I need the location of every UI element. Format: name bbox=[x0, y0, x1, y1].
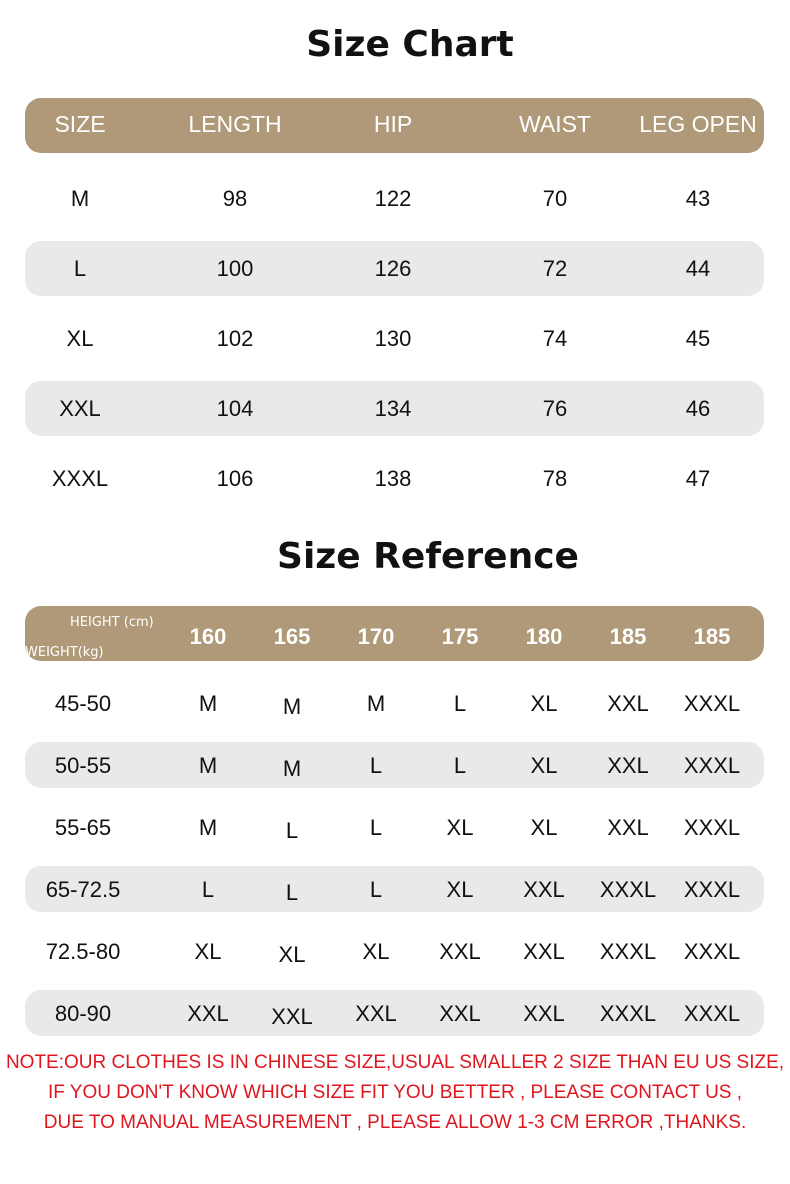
table-row-band bbox=[25, 742, 764, 788]
table-cell: 44 bbox=[685, 256, 711, 281]
table-cell: XXXL bbox=[51, 466, 109, 491]
table-cell: 104 bbox=[216, 396, 254, 421]
size-cell: XXXL bbox=[683, 1001, 741, 1026]
note-line-2: IF YOU DON'T KNOW WHICH SIZE FIT YOU BETTER , PLEASE CONTACT US , bbox=[47, 1082, 743, 1103]
size-cell: XXL bbox=[439, 939, 481, 964]
size-cell: XXL bbox=[355, 1001, 397, 1026]
size-cell: L bbox=[453, 691, 467, 716]
size-cell: L bbox=[369, 877, 383, 902]
table-cell: 78 bbox=[542, 466, 568, 491]
table-cell: 98 bbox=[222, 186, 248, 211]
size-cell: XL bbox=[530, 815, 558, 840]
size-cell: XXXL bbox=[599, 877, 657, 902]
column-header: WAIST bbox=[519, 111, 591, 137]
size-cell: XXXL bbox=[599, 939, 657, 964]
size-cell: L bbox=[201, 877, 215, 902]
table-cell: 46 bbox=[685, 396, 711, 421]
size-cell: XXXL bbox=[683, 815, 741, 840]
column-header: HIP bbox=[373, 111, 413, 137]
size-cell: XXXL bbox=[599, 1001, 657, 1026]
size-cell: XL bbox=[530, 753, 558, 778]
table-cell: 76 bbox=[542, 396, 568, 421]
height-header: 185 bbox=[693, 624, 731, 649]
size-cell: XXXL bbox=[683, 939, 741, 964]
size-cell: L bbox=[369, 753, 383, 778]
table-cell: 74 bbox=[542, 326, 568, 351]
column-header: LEG OPEN bbox=[639, 111, 757, 137]
height-header: 165 bbox=[273, 624, 311, 649]
size-cell: M bbox=[282, 756, 302, 781]
size-cell: XL bbox=[446, 877, 474, 902]
table-cell: 70 bbox=[542, 186, 568, 211]
weight-cell: 45-50 bbox=[54, 691, 112, 716]
size-cell: L bbox=[285, 818, 299, 843]
size-cell: XXL bbox=[607, 753, 649, 778]
size-cell: M bbox=[366, 691, 386, 716]
size-cell: XL bbox=[446, 815, 474, 840]
size-cell: XXL bbox=[523, 939, 565, 964]
table-cell: 134 bbox=[374, 396, 412, 421]
height-header: 180 bbox=[525, 624, 563, 649]
table-cell: 106 bbox=[216, 466, 254, 491]
table-cell: 126 bbox=[374, 256, 412, 281]
size-cell: XXL bbox=[523, 877, 565, 902]
height-header: 170 bbox=[357, 624, 395, 649]
note-line-3: DUE TO MANUAL MEASUREMENT , PLEASE ALLOW 1-3 CM ERROR ,THANKS. bbox=[43, 1112, 747, 1133]
size-cell: M bbox=[198, 753, 218, 778]
weight-axis-label: WEIGHT(kg) bbox=[25, 645, 104, 660]
size-cell: XXL bbox=[607, 815, 649, 840]
note-line-1: NOTE:OUR CLOTHES IS IN CHINESE SIZE,USUAL SMALLER 2 SIZE THAN EU US SIZE, bbox=[5, 1052, 785, 1073]
table-cell: XXL bbox=[59, 396, 101, 421]
size-cell: XL bbox=[194, 939, 222, 964]
weight-cell: 55-65 bbox=[54, 815, 112, 840]
weight-cell: 50-55 bbox=[54, 753, 112, 778]
weight-cell: 65-72.5 bbox=[45, 877, 121, 902]
table-cell: 100 bbox=[216, 256, 254, 281]
height-header: 160 bbox=[189, 624, 227, 649]
size-chart-title: Size Chart bbox=[306, 24, 514, 65]
table-cell: 122 bbox=[374, 186, 412, 211]
size-cell: XXL bbox=[439, 1001, 481, 1026]
weight-cell: 72.5-80 bbox=[45, 939, 121, 964]
column-header: SIZE bbox=[54, 111, 106, 137]
table-cell: 130 bbox=[374, 326, 412, 351]
height-header: 175 bbox=[441, 624, 479, 649]
column-header: LENGTH bbox=[188, 111, 282, 137]
table-cell: 72 bbox=[542, 256, 568, 281]
size-cell: L bbox=[285, 880, 299, 905]
table-cell: 102 bbox=[216, 326, 254, 351]
height-header: 185 bbox=[609, 624, 647, 649]
size-cell: XL bbox=[278, 942, 306, 967]
table-cell: 45 bbox=[685, 326, 711, 351]
size-cell: XXL bbox=[523, 1001, 565, 1026]
size-cell: XXL bbox=[271, 1004, 313, 1029]
table-cell: 47 bbox=[685, 466, 711, 491]
size-cell: L bbox=[369, 815, 383, 840]
size-cell: XXXL bbox=[683, 877, 741, 902]
size-reference-title: Size Reference bbox=[277, 536, 579, 577]
table-cell: 43 bbox=[685, 186, 711, 211]
size-cell: XXXL bbox=[683, 753, 741, 778]
weight-cell: 80-90 bbox=[54, 1001, 112, 1026]
size-cell: L bbox=[453, 753, 467, 778]
height-axis-label: HEIGHT (cm) bbox=[70, 615, 154, 630]
table-cell: XL bbox=[66, 326, 94, 351]
size-cell: XXL bbox=[607, 691, 649, 716]
size-cell: XL bbox=[530, 691, 558, 716]
size-cell: M bbox=[198, 691, 218, 716]
size-cell: XL bbox=[362, 939, 390, 964]
size-cell: XXXL bbox=[683, 691, 741, 716]
size-cell: M bbox=[282, 694, 302, 719]
table-cell: L bbox=[73, 256, 87, 281]
size-cell: M bbox=[198, 815, 218, 840]
table-cell: M bbox=[70, 186, 90, 211]
size-cell: XXL bbox=[187, 1001, 229, 1026]
table-cell: 138 bbox=[374, 466, 412, 491]
